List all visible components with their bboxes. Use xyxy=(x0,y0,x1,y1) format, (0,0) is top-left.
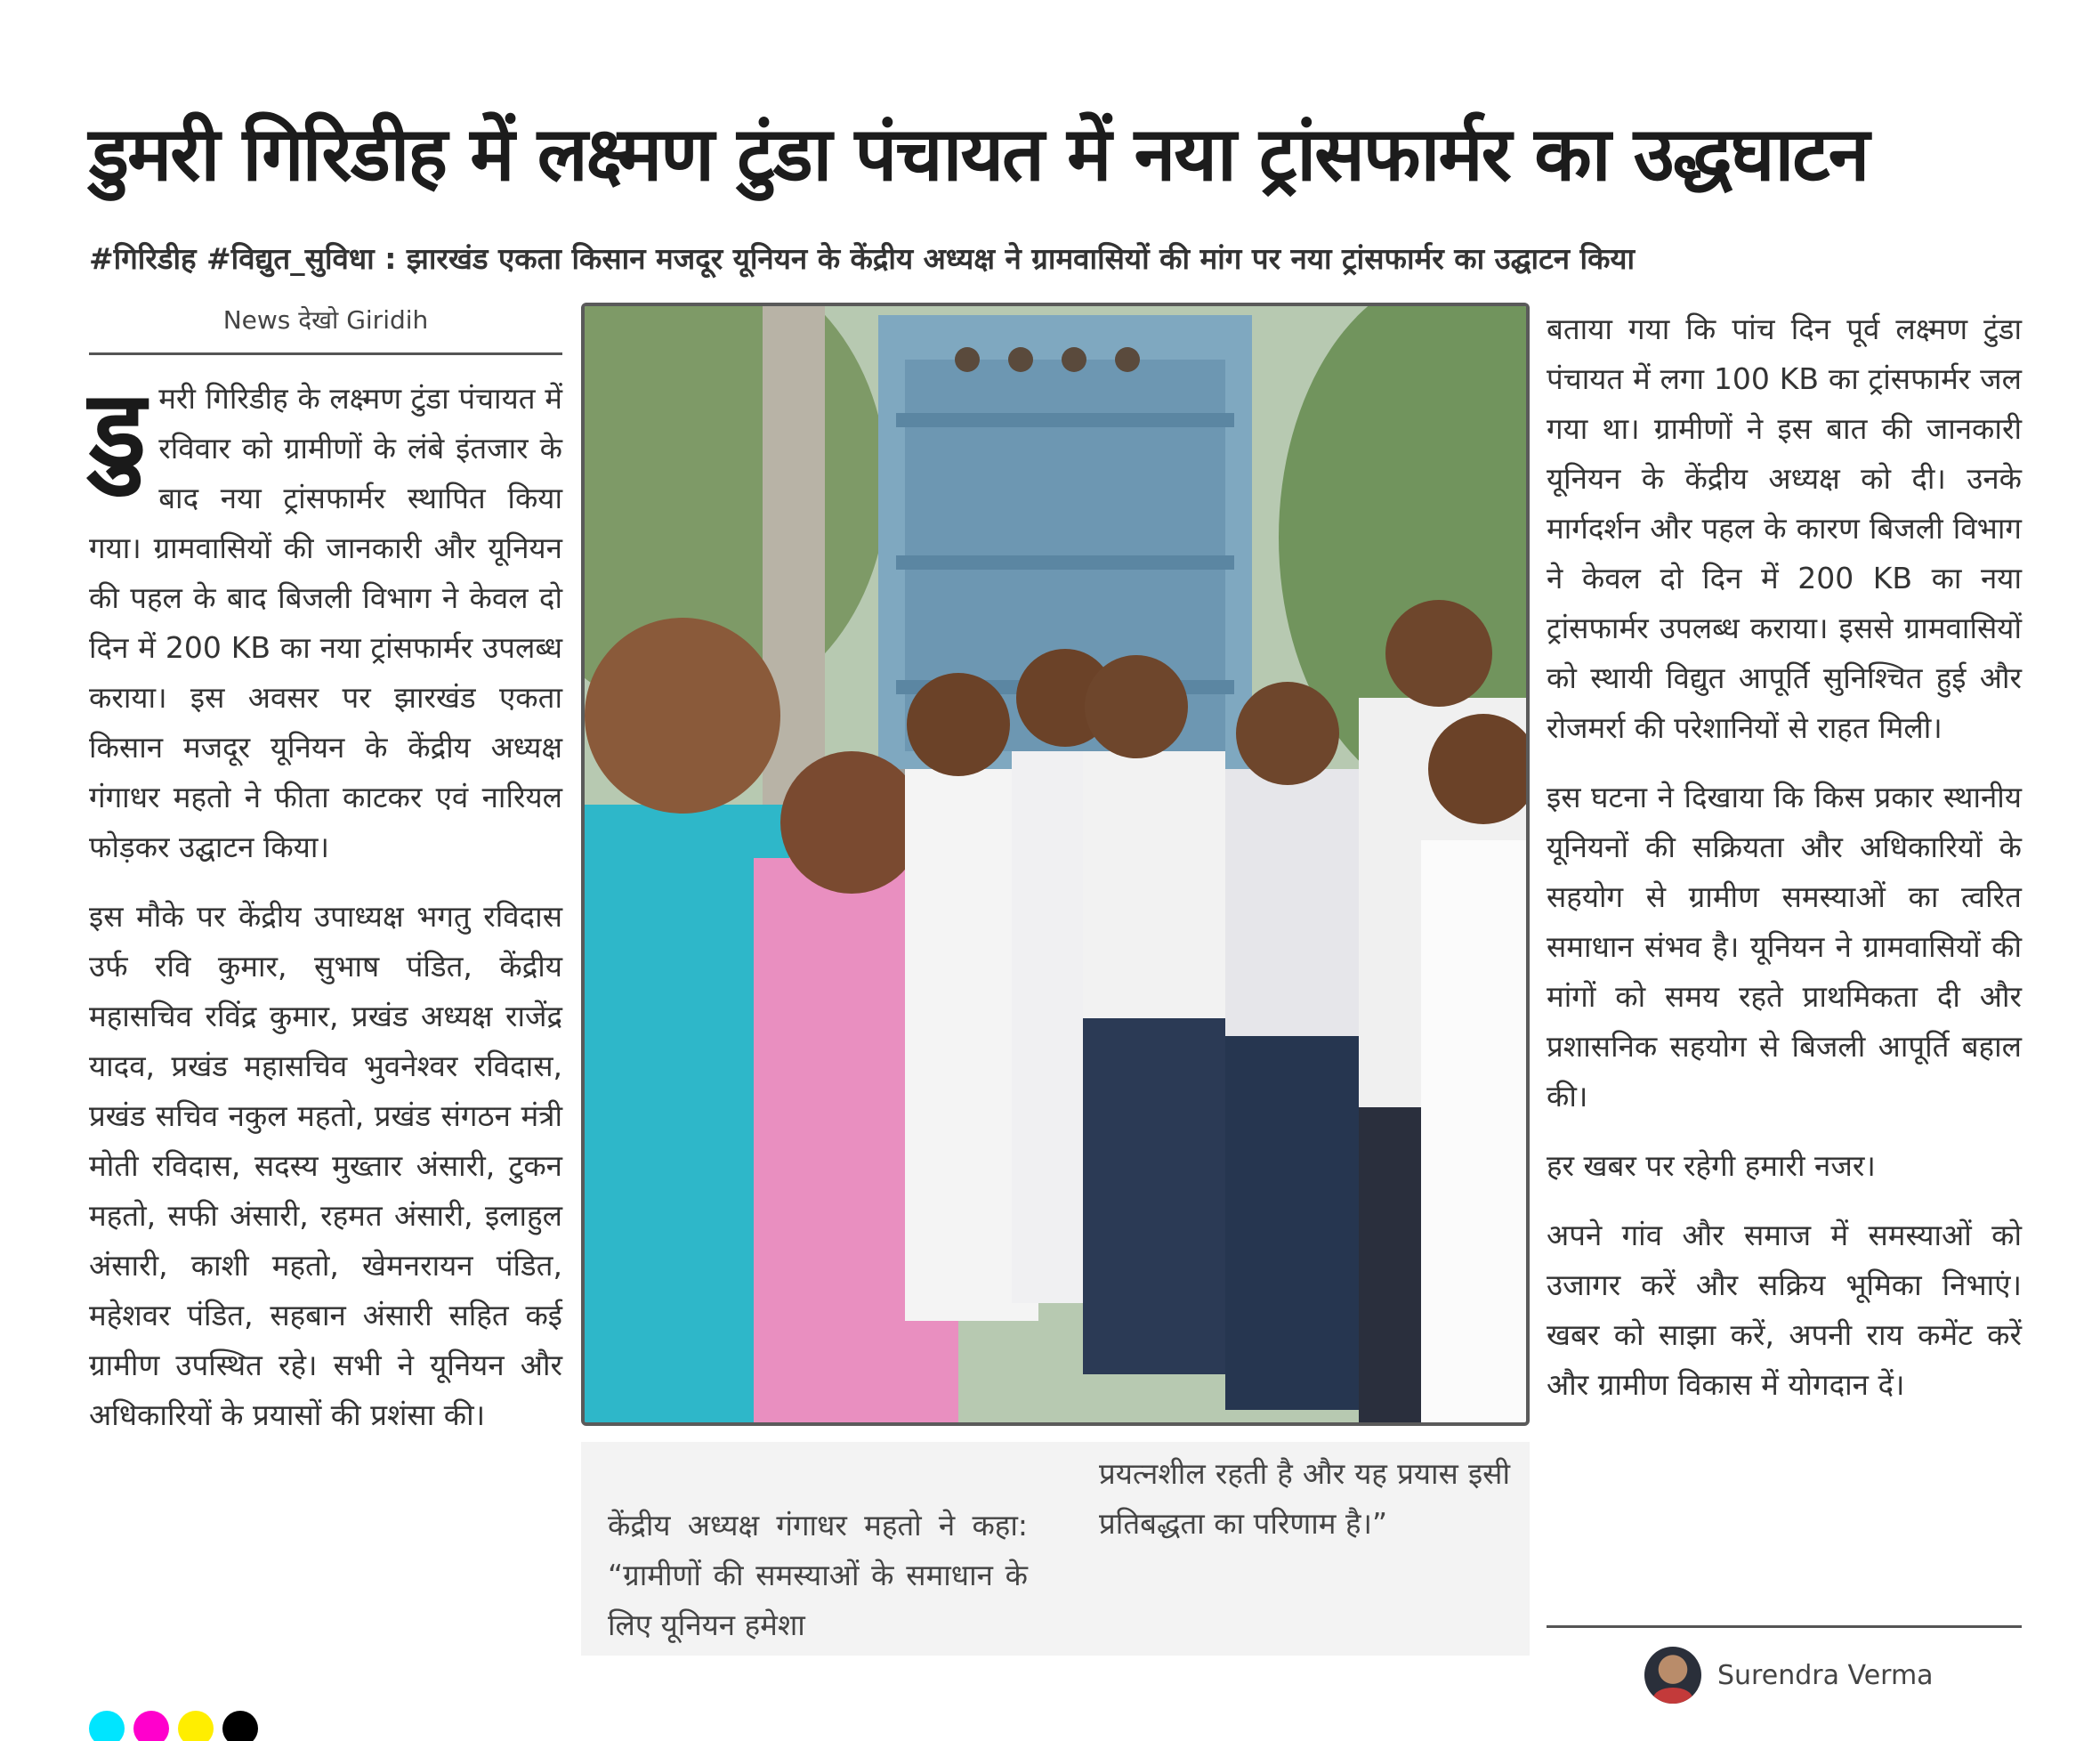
author-divider xyxy=(1547,1625,2022,1628)
author-name: Surendra Verma xyxy=(1717,1659,1934,1691)
photo-caption-box xyxy=(581,1442,1530,1656)
cyan-swatch xyxy=(89,1711,125,1741)
right-paragraph-1: बताया गया कि पांच दिन पूर्व लक्ष्मण टुंडा पंचायत में लगा 100 KB का ट्रांसफार्मर जल गया था। ग्रामीणों ने इस बात की जानकारी यूनियन के केंद्रीय अध्यक्ष को दी। उनके मार्गदर्शन और पहल के कारण बिजली विभाग ने केवल दो दिन में 200 KB का नया ट्रांसफार्मर उपलब्ध कराया। इससे ग्रामवासियों को स्थायी विद्युत आपूर्ति सुनिश्चित हुई और रोजमर्रा की परेशानियों से राहत मिली। xyxy=(1547,312,2022,745)
subheadline: #गिरिडीह #विद्युत_सुविधा : झारखंड एकता किसान मजदूर यूनियन के केंद्रीय अध्यक्ष ने ग्रामवासियों की मांग पर नया ट्रांसफार्मर का उद्घाटन किया xyxy=(89,241,1636,276)
right-paragraph-4: अपने गांव और समाज में समस्याओं को उजागर करें और सक्रिय भूमिका निभाएं। खबर को साझा करें, अपनी राय कमेंट करें और ग्रामीण विकास में योगदान दें। xyxy=(1547,1218,2022,1402)
headline: डुमरी गिरिडीह में लक्ष्मण टुंडा पंचायत में नया ट्रांसफार्मर का उद्धघाटन xyxy=(89,110,1869,198)
left-paragraph-2: इस मौके पर केंद्रीय उपाध्यक्ष भगतु रविदास उर्फ रवि कुमार, सुभाष पंडित, केंद्रीय महासचिव रविंद्र कुमार, प्रखंड अध्यक्ष राजेंद्र यादव, प्रखंड महासचिव भुवनेश्वर रविदास, प्रखंड सचिव नकुल महतो, प्रखंड संगठन मंत्री मोती रविदास, सदस्य मुख्तार अंसारी, टुकन महतो, सफी अंसारी, रहमत अंसारी, इलाहुल अंसारी, काशी महतो, खेमनरायन पंडित, महेशवर पंडित, सहबान अंसारी सहित कई ग्रामीण उपस्थित रहे। सभी ने यूनियन और अधिकारियों के प्रयासों की प्रशंसा की। xyxy=(89,899,562,1432)
article-photo xyxy=(581,303,1530,1426)
magenta-swatch xyxy=(133,1711,169,1741)
author-credit xyxy=(1644,1647,1934,1704)
left-paragraph-1-text: मरी गिरिडीह के लक्ष्मण टुंडा पंचायत में रविवार को ग्रामीणों के लंबे इंतजार के बाद नया ट्रांसफार्मर स्थापित किया गया। ग्रामवासियों की जानकारी और यूनियन की पहल के बाद बिजली विभाग ने केवल दो दिन में 200 KB का नया ट्रांसफार्मर उपलब्ध कराया। इस अवसर पर झारखंड एकता किसान मजदूर यूनियन के केंद्रीय अध्यक्ष गंगाधर महतो ने फीता काटकर एवं नारियल फोड़कर उद्घाटन किया। xyxy=(89,381,562,864)
left-column xyxy=(89,368,562,1460)
black-swatch xyxy=(222,1711,258,1741)
avatar xyxy=(1644,1647,1701,1704)
byline: News देखो Giridih xyxy=(222,305,429,335)
right-column xyxy=(1547,304,2022,1429)
photo-caption-part-1: केंद्रीय अध्यक्ष गंगाधर महतो ने कहा: “ग्रामीणों की समस्याओं के समाधान के लिए यूनियन हमेशा xyxy=(608,1508,1028,1642)
right-paragraph-2: इस घटना ने दिखाया कि किस प्रकार स्थानीय यूनियनों की सक्रियता और अधिकारियों के सहयोग से ग्रामीण समस्याओं का त्वरित समाधान संभव है। यूनियन ने ग्रामवासियों की मांगों को समय रहते प्राथमिकता दी और प्रशासनिक सहयोग से बिजली आपूर्ति बहाल की। xyxy=(1547,780,2022,1113)
print-registration-marks xyxy=(89,1711,258,1741)
dropcap: डु xyxy=(89,368,147,492)
left-paragraph-1 xyxy=(89,368,562,872)
byline-divider xyxy=(89,352,562,355)
yellow-swatch xyxy=(178,1711,214,1741)
right-paragraph-3: हर खबर पर रहेगी हमारी नजर। xyxy=(1547,1148,1876,1183)
group-photo-image xyxy=(585,306,1526,1422)
photo-caption-part-2: प्रयत्नशील रहती है और यह प्रयास इसी प्रतिबद्धता का परिणाम है।” xyxy=(1099,1456,1510,1541)
